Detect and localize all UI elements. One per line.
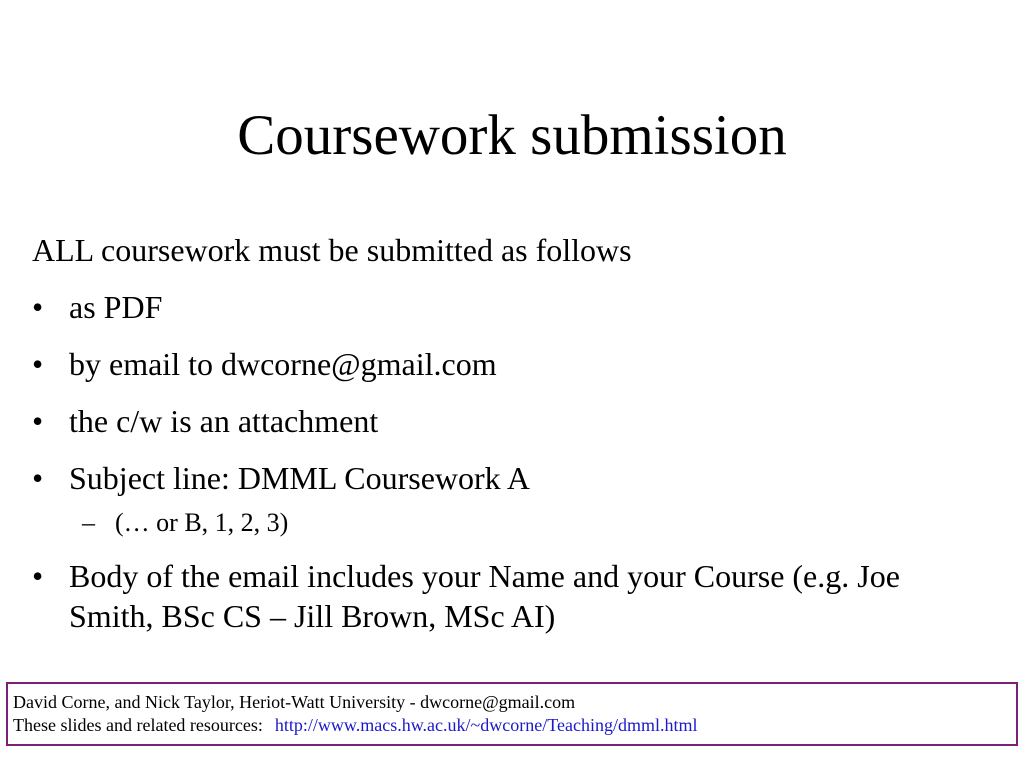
bullet-text: by email to dwcorne@gmail.com — [69, 346, 497, 382]
sub-bullet-list — [32, 507, 992, 539]
footer-resources — [13, 714, 1016, 737]
intro-text: ALL coursework must be submitted as follows — [32, 232, 632, 268]
footer-box — [6, 682, 1018, 746]
slide-body — [32, 230, 992, 636]
bullet-item — [32, 287, 992, 327]
resources-link[interactable]: http://www.macs.hw.ac.uk/~dwcorne/Teaching/dmml.html — [274, 715, 698, 735]
sub-bullet-text: (… or B, 1, 2, 3) — [115, 508, 289, 537]
sub-bullet-item — [32, 507, 992, 539]
bullet-glyph: • — [32, 289, 44, 325]
sub-bullet-glyph: – — [82, 508, 95, 537]
bullet-glyph: • — [32, 403, 44, 439]
bullet-text: Body of the email includes your Name and your Course (e.g. Joe Smith, BSc CS – Jill Brown, MSc AI) — [69, 558, 900, 634]
bullet-text: as PDF — [69, 289, 163, 325]
bullet-item — [32, 556, 992, 636]
bullet-list — [32, 287, 992, 498]
bullet-glyph: • — [32, 346, 44, 382]
footer-resources-label: These slides and related resources: — [13, 715, 263, 735]
bullet-item — [32, 344, 992, 384]
bullet-item — [32, 401, 992, 441]
bullet-text: Subject line: DMML Coursework A — [69, 460, 530, 496]
footer-credits: David Corne, and Nick Taylor, Heriot-Watt University - dwcorne@gmail.com — [13, 692, 576, 712]
slide-title: Coursework submission — [237, 104, 787, 167]
bullet-item — [32, 458, 992, 498]
bullet-list-continued — [32, 556, 992, 636]
bullet-text: the c/w is an attachment — [69, 403, 379, 439]
bullet-glyph: • — [32, 460, 44, 496]
bullet-glyph: • — [32, 558, 44, 594]
